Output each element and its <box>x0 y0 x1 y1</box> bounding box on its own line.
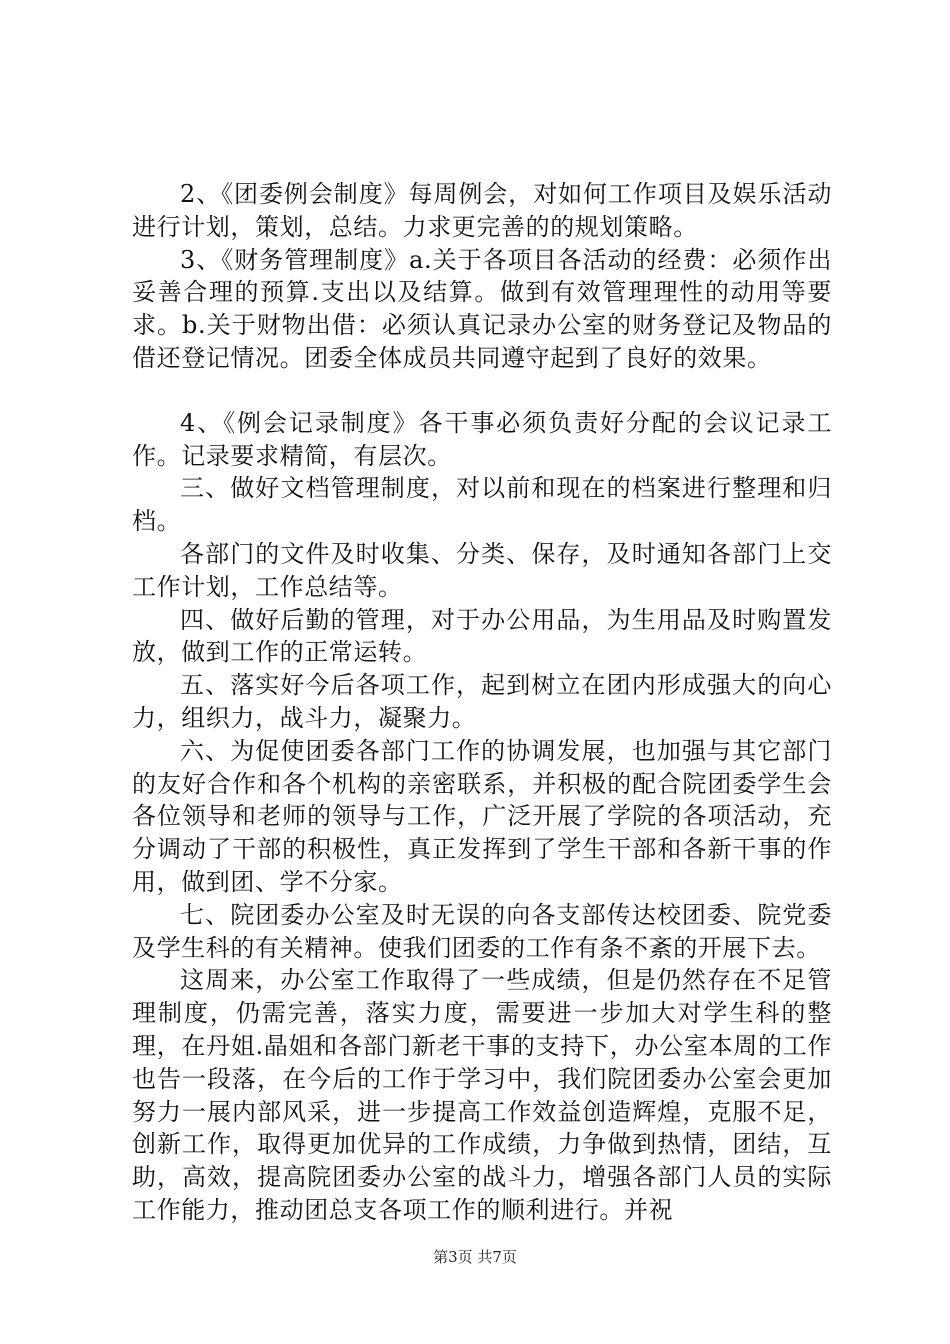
paragraph-section-3: 三、做好文档管理制度，对以前和现在的档案进行整理和归档。 <box>132 474 832 536</box>
page-number-footer: 第3页 共7页 <box>433 1248 517 1266</box>
paragraph-rule-2: 2、《团委例会制度》每周例会，对如何工作项目及娱乐活动进行计划，策划，总结。力求更完善的的规划策略。 <box>132 180 832 241</box>
paragraph-rule-4: 4、《例会记录制度》各干事必须负责好分配的会议记录工作。记录要求精简，有层次。 <box>132 408 832 470</box>
paragraph-section-3-detail: 各部门的文件及时收集、分类、保存，及时通知各部门上交工作计划，工作总结等。 <box>132 539 832 601</box>
paragraph-rule-3: 3、《财务管理制度》a.关于各项目各活动的经费：必须作出妥善合理的预算.支出以及结算。做到有效管理理性的动用等要求。b.关于财物出借：必须认真记录办公室的财务登记及物品的借还登记情况。团委全体成员共同遵守起到了良好的效果。 <box>132 245 832 372</box>
paragraph-summary: 这周来，办公室工作取得了一些成绩，但是仍然存在不足管理制度，仍需完善，落实力度，需要进一步加大对学生科的整理，在丹姐.晶姐和各部门新老干事的支持下，办公室本周的工作也告一段落，在今后的工作于学习中，我们院团委办公室会更加努力一展内部风采，进一步提高工作效益创造辉煌，克服不足，创新工作，取得更加优异的工作成绩，力争做到热情，团结，互助，高效，提高院团委办公室的战斗力，增强各部门人员的实际工作能力，推动团总支各项工作的顺利进行。并祝 <box>132 966 832 1224</box>
paragraph-section-4: 四、做好后勤的管理，对于办公用品，为生用品及时购置发放，做到工作的正常运转。 <box>132 605 832 667</box>
paragraph-section-5: 五、落实好今后各项工作，起到树立在团内形成强大的向心力，组织力，战斗力，凝聚力。 <box>132 671 832 732</box>
document-body <box>132 178 832 1227</box>
paragraph-section-7: 七、院团委办公室及时无误的向各支部传达校团委、院党委及学生科的有关精神。使我们团委的工作有条不紊的开展下去。 <box>132 900 832 962</box>
paragraph-section-6: 六、为促使团委各部门工作的协调发展，也加强与其它部门的友好合作和各个机构的亲密联系，并积极的配合院团委学生会各位领导和老师的领导与工作，广泛开展了学院的各项活动，充分调动了干部的积极性，真正发挥到了学生干部和各新干事的作用，做到团、学不分家。 <box>132 736 832 896</box>
paragraph-gap <box>132 375 832 407</box>
